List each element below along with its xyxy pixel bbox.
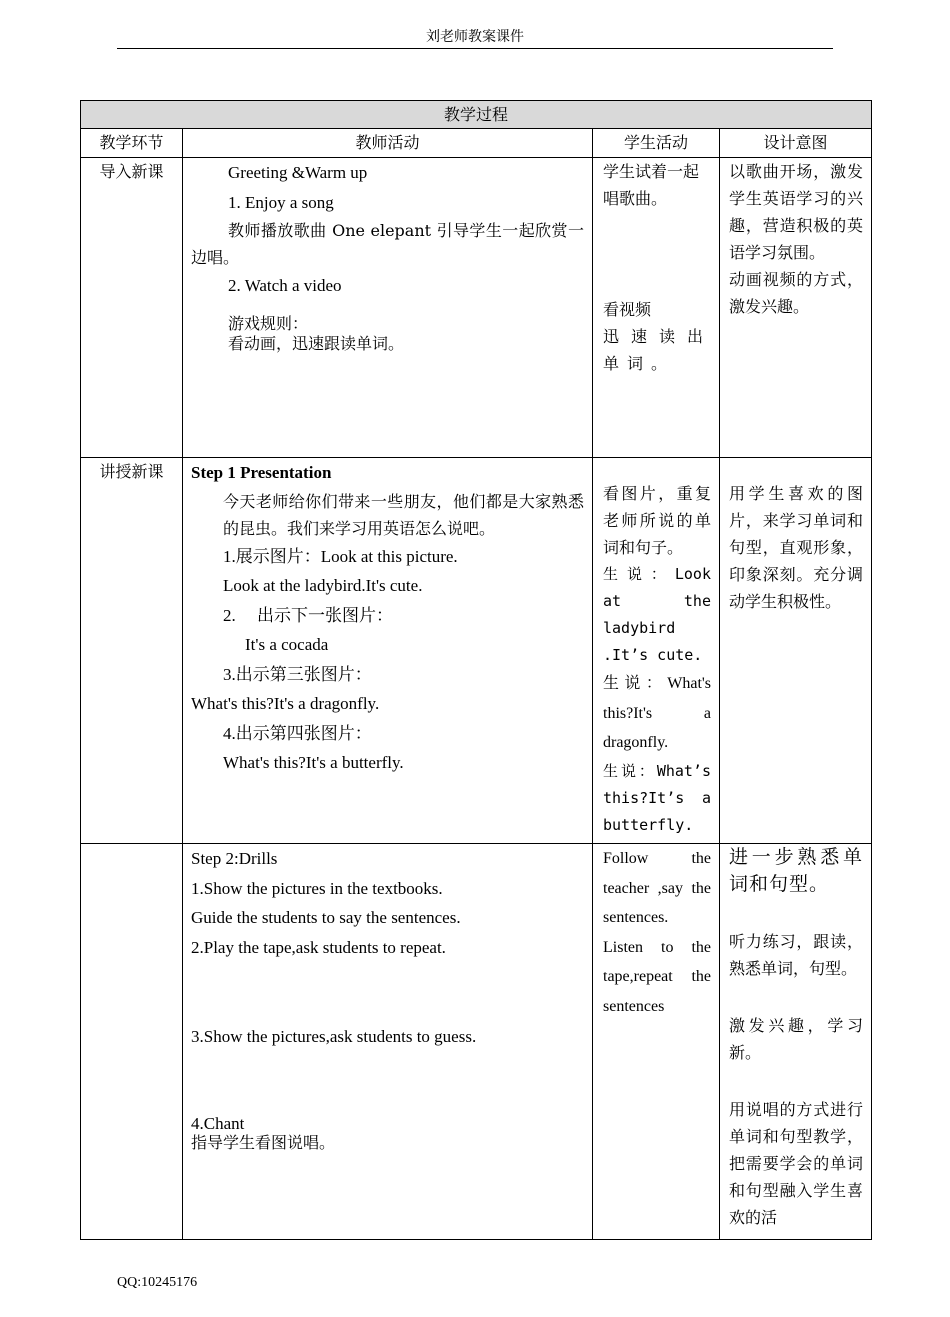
intent-cell: [720, 458, 872, 844]
intent-line: 听力练习，跟读，熟悉单词，句型。: [729, 932, 864, 978]
teacher-line: Step 2:Drills: [191, 849, 278, 868]
teacher-activity-cell: [183, 158, 593, 458]
teacher-line: Step 1 Presentation: [191, 463, 332, 482]
intent-line: 激发兴趣，学习新。: [729, 1016, 864, 1062]
page-header: 刘老师教案课件: [117, 26, 833, 49]
student-activity-cell: [593, 844, 720, 1240]
student-line: 生说：Look at the ladybird .It’s cute.: [603, 565, 711, 664]
teacher-line: 4.出示第四张图片：: [223, 723, 372, 743]
intent-line: 进一步熟悉单词和句型。: [729, 846, 864, 895]
table-row-drills: [81, 844, 872, 1240]
intent-line: 用说唱的方式进行单词和句型教学，把需要学会的单词和句型融入学生喜欢的活: [729, 1100, 864, 1227]
stage-cell: 导入新课: [81, 158, 183, 458]
page-footer: QQ:10245176: [117, 1275, 198, 1290]
teacher-line: 教师播放歌曲 One elepant 引导学生一起欣赏一边唱。: [191, 221, 584, 267]
teacher-line: 4.Chant: [191, 1113, 245, 1133]
teacher-line: 2. Watch a video: [228, 276, 342, 295]
teacher-activity-cell: [183, 844, 593, 1240]
student-activity-cell: [593, 458, 720, 844]
teacher-line: 2.Play the tape,ask students to repeat.: [191, 937, 446, 957]
table-title: 教学过程: [81, 101, 872, 129]
table-row-intro: [81, 158, 872, 458]
student-line: Follow the teacher ,say the sentences.: [603, 850, 711, 926]
column-header-teacher: 教师活动: [183, 129, 593, 158]
column-header-stage: 教学环节: [81, 129, 183, 158]
teacher-line: 3.Show the pictures,ask students to guess.: [191, 1027, 477, 1046]
teacher-line: 今天老师给你们带来一些朋友，他们都是大家熟悉的昆虫。我们来学习用英语怎么说吧。: [223, 491, 584, 538]
table-header-row: [81, 129, 872, 158]
intent-cell: [720, 158, 872, 458]
stage-cell: 讲授新课: [81, 458, 183, 844]
teacher-line: 1. Enjoy a song: [228, 192, 334, 212]
table-row-new-lesson: [81, 458, 872, 844]
teacher-line: 游戏规则：: [228, 313, 309, 333]
student-line: Listen to the tape,repeat the sentences: [603, 938, 711, 1015]
intent-line: 动画视频的方式，激发兴趣。: [729, 270, 864, 316]
teacher-line: 看动画，迅速跟读单词。: [228, 333, 405, 353]
teaching-process-table: [80, 100, 872, 1240]
teacher-line: 2. 出示下一张图片：: [223, 605, 393, 625]
column-header-student: 学生活动: [593, 129, 720, 158]
teacher-line: What's this?It's a butterfly.: [223, 753, 404, 772]
teacher-line: Guide the students to say the sentences.: [191, 908, 461, 927]
column-header-intent: 设计意图: [720, 129, 872, 158]
teacher-line: 1.展示图片：Look at this picture.: [223, 546, 458, 566]
stage-cell-empty: [81, 844, 183, 1240]
teacher-line: 1.Show the pictures in the textbooks.: [191, 878, 443, 898]
intent-line: 以歌曲开场，激发学生英语学习的兴趣，营造积极的英语学习氛围。: [729, 162, 864, 262]
teacher-activity-cell: [183, 458, 593, 844]
intent-cell: [720, 844, 872, 1240]
teacher-line: It's a cocada: [245, 635, 329, 654]
student-line: 看视频: [603, 300, 652, 319]
student-line: 生说：What’s this?It’s a butterfly.: [603, 761, 711, 834]
teacher-line: 指导学生看图说唱。: [191, 1132, 336, 1152]
student-activity-cell: [593, 158, 720, 458]
student-line: 生说：What's this?It's a dragonfly.: [603, 675, 711, 751]
student-line: 迅速读出单词。: [603, 327, 711, 373]
teacher-line: What's this?It's a dragonfly.: [191, 694, 380, 713]
student-line: 看图片，重复老师所说的单词和句子。: [603, 484, 711, 557]
intent-line: 用学生喜欢的图片，来学习单词和句型，直观形象，印象深刻。充分调动学生积极性。: [729, 484, 864, 611]
student-line: 学生试着一起唱歌曲。: [603, 162, 700, 208]
teacher-line: Greeting &Warm up: [228, 163, 368, 182]
teacher-line: 3.出示第三张图片：: [223, 664, 372, 684]
teacher-line: Look at the ladybird.It's cute.: [223, 576, 423, 595]
